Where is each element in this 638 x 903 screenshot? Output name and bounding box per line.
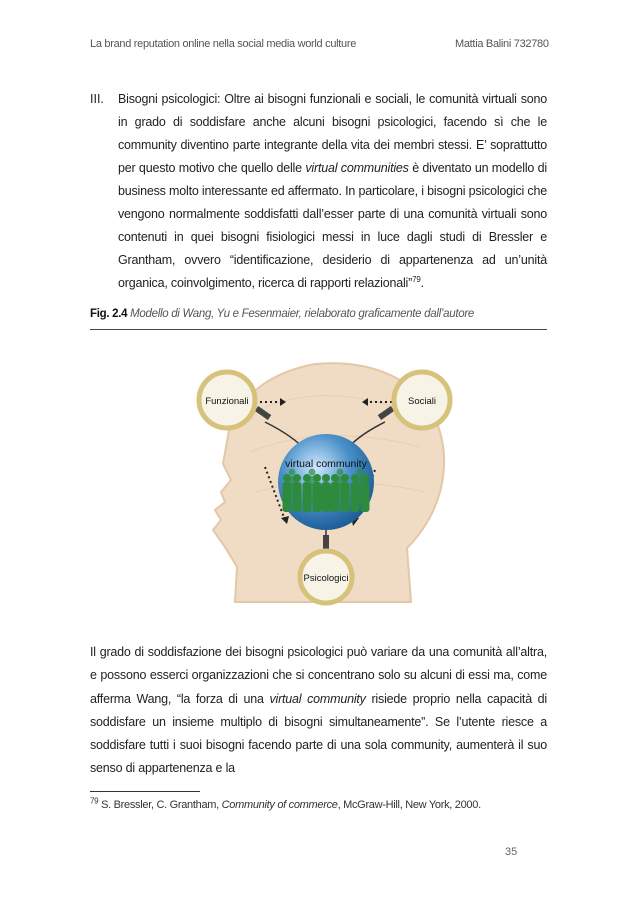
node-social-label: Sociali [408, 396, 436, 407]
page-number: 35 [505, 846, 518, 858]
list-marker: III. [90, 92, 104, 106]
person-body [356, 476, 364, 502]
footnote-divider [90, 791, 200, 792]
node-psychological-label: Psicologici [303, 573, 349, 584]
footnote-title: Community of commerce [221, 799, 338, 811]
person-body [288, 476, 296, 502]
caption-divider [90, 329, 547, 330]
node-psychological [300, 551, 352, 603]
node-social [394, 372, 450, 428]
person-body [322, 482, 331, 512]
figure-caption [90, 308, 474, 320]
figure-caption-text: Modello di Wang, Yu e Fesenmaier, rielaborato graficamente dall’autore [130, 308, 474, 320]
list-text-end: . [420, 276, 424, 290]
paragraph-text-2: risiede proprio nella capacità di soddisfare un insieme multiplo di bisogni simultaneamente”. Se l’utente riesce a soddisfare tutti i suoi bisogni facendo parte di una sola community, aumenterà il suo senso di appartenenza e la [90, 691, 548, 776]
center-label: virtual community [285, 458, 367, 470]
list-text-main: Bisogni psicologici: Oltre ai bisogni funzionali e sociali, le comunità virtuali sono in grado di soddisfare anche alcuni bisogni psicologici, facendo sì che le community diventino parte integrante della vita dei membri stessi. E’ soprattutto per questo motivo che quello delle [118, 92, 547, 175]
paragraph-italic: virtual community [269, 691, 366, 706]
person-body [336, 476, 344, 502]
running-header-title: La brand reputation online nella social media world culture [90, 38, 357, 50]
figure-diagram [195, 352, 457, 606]
footnote-authors: S. Bressler, C. Grantham, [98, 799, 222, 811]
diagram-svg [195, 352, 457, 606]
list-text-rest: è diventato un modello di business molto interessante ed affermato. In particolare, i bisogni psicologici che vengono normalmente soddisfatti dall’esser parte di una comunità virtuali sono contenuti in quei bisogni fisiologici messi in luce dagli studi di Bressler e Grantham, ovvero “identificazione, desiderio di appartenenza ad un’unità organica, coinvolgimento, ricerca di rapporti relazionali” [118, 161, 547, 290]
figure-number: Fig. 2.4 [90, 308, 128, 320]
person-body [308, 476, 316, 502]
node-functional [199, 372, 255, 428]
list-item-text [118, 88, 547, 295]
person-head [322, 474, 330, 482]
node-functional-label: Funzionali [205, 396, 249, 407]
body-paragraph [90, 641, 547, 781]
footnote-rest: , McGraw-Hill, New York, 2000. [337, 799, 481, 811]
people-group-icon [283, 469, 370, 512]
paragraph-text-1: Il grado di soddisfazione dei bisogni psicologici può variare da una comunità all’altra, e possono esserci organizzazioni che si concentrano solo su alcuni di essi ma, come afferma Wang, “la forza di una [90, 645, 547, 706]
footnote-number: 79 [90, 796, 99, 806]
footnote [90, 796, 481, 811]
footnote-ref[interactable]: 79 [412, 274, 421, 284]
list-text-italic: virtual communities [305, 161, 409, 175]
running-header-author: Mattia Balini 732780 [455, 38, 549, 50]
